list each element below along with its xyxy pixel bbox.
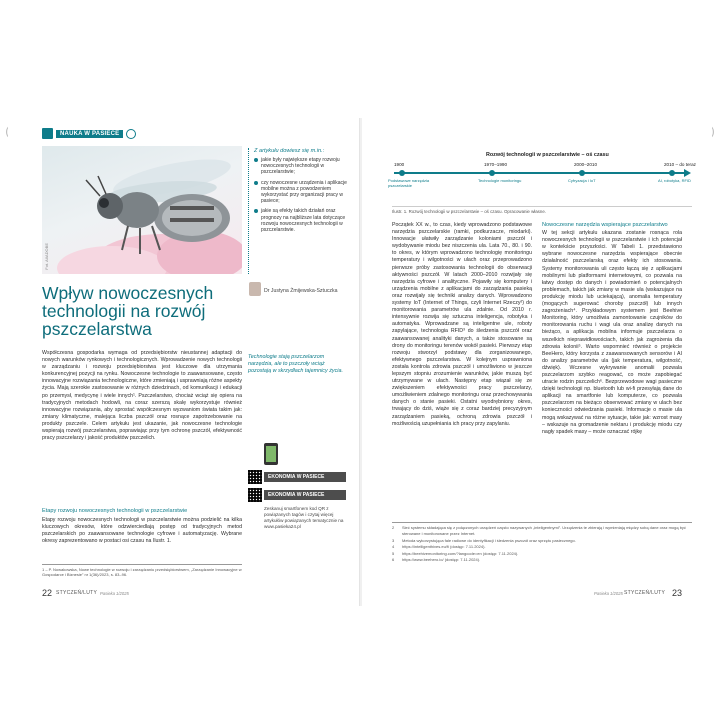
footnote-text: Metoda wykorzystująca fale radiowe do identyfikacji i śledzenia pszczół oraz sprzętu pasiecznego. (402, 537, 576, 543)
phone-screen (266, 446, 276, 462)
qr-code-icon[interactable] (248, 488, 262, 502)
footnote-text: https://intelligenthives.eu/fi (dostęp: 7.11.2024). (402, 544, 486, 550)
article-paragraph: Etapy rozwoju nowoczesnych technologii w pszczelarstwie można podzielić na kilka kluczowych okresów, które odzwierciedlają postęp od tradycyjnych metod pszczelarskich po zaawansowane technologie cyfrowe i automatyzację. Wybrane okresy zaprezentowano w postaci osi czasu na Ilustr. 1. (42, 517, 242, 545)
bee-flower-image (42, 146, 242, 274)
qr-code-icon[interactable] (248, 470, 262, 484)
section-subheading: Nowoczesne narzędzia wspierające pszczelarstwo (542, 222, 668, 228)
article-preview-box (248, 148, 356, 274)
preview-item-text: czy nowoczesne urządzenia i aplikacje mobilne można z powodzeniem wykorzystać przy organizacji pracy w pasiece; (261, 179, 347, 205)
related-tag-button[interactable]: EKONOMIA W PASIECE (264, 472, 346, 482)
footnote-number: 6 (392, 557, 395, 563)
article-title: Wpływ nowoczesnych technologii na rozwój pszczelarstwa (42, 283, 214, 339)
timeline-axis (394, 172, 684, 174)
preview-item-text: jakie były największe etapy rozwoju nowoczesnych technologii w pszczelarstwie; (261, 157, 340, 176)
bullet-icon (254, 181, 258, 185)
image-credit: Fot. AI/ADOBE (44, 243, 49, 270)
issue-runner: STYCZEŃ/LUTY (56, 590, 98, 596)
timeline-label: Technologie monitoringu (478, 178, 522, 183)
footnotes (392, 522, 692, 563)
timeline-year: 2010 – do teraz (664, 162, 696, 167)
timeline-chart (388, 162, 696, 202)
related-tag-button[interactable]: EKONOMIA W PASIECE (264, 490, 346, 500)
timeline-label: AI, robotyka, RFID (658, 178, 691, 183)
footnote-number: 3 (392, 537, 395, 543)
article-lead: Współczesna gospodarka wymaga od przedsiębiorstw nieustannej adaptacji do nowych warunków rynkowych i technologicznych. Wprowadzenie nowych technologii w zarządzaniu i rozwoju przedsiębiorstwa jest kluczowe dla utrzymania konkurencyjnej pozycji na rynku. Nowoczesne technologie to zaawansowane, często innowacyjne rozwiązania technologiczne, które zmieniają i usprawniają różne aspekty życia. Mają szerokie zastosowanie w różnych dziedzinach, od komunikacji i edukacji po przemysł, medycynę i wiele innych¹. Pszczelarstwo, chociaż wciąż się opiera na tradycyjnych metodach hodowli, na coraz szerszą skalę wykorzystuje również innowacyjne rozwiązania, aby sprostać współczesnym wyzwaniom świata takim jak: zmiany klimatyczne, malejąca liczba pszczół oraz rosnące zapotrzebowanie na produkty pszczele. Celem artykułu jest ukazanie, jak nowoczesne technologie wspierają rozwój pszczelarstwa, poprawiając przy tym ochronę pszczół, efektywność pracy pszczelarzy i jakość produktów pszczelich. (42, 350, 242, 442)
timeline-year: 2000–2010 (574, 162, 597, 167)
bullet-icon (254, 209, 258, 213)
timeline-year: 1970–1990 (484, 162, 507, 167)
footnote-text: https://www.beehero.io/ (dostęp: 7.11.2024). (402, 557, 481, 563)
page-number: 22 (42, 588, 53, 598)
robotic-bee-illustration (42, 146, 242, 274)
timeline-point (669, 170, 675, 176)
preview-item (254, 208, 356, 233)
bee-circle-icon (126, 129, 136, 139)
left-page (8, 118, 360, 606)
timeline-label: Podstawowe narzędzia pszczelarskie (388, 178, 430, 188)
magazine-name: Pasieka 1/2025 (594, 591, 623, 596)
preview-item (254, 180, 356, 205)
footnote-number: 2 (392, 525, 395, 530)
figure-caption: Ilustr. 1. Rozwój technologii w pszczelarstwie – oś czasu. Opracowanie własne. (392, 206, 692, 214)
author-avatar (249, 282, 261, 296)
author-name: Dr Justyna Żmijewska-Sztuczka (264, 288, 338, 294)
section-tag (42, 128, 136, 139)
page-number: 23 (672, 588, 683, 598)
footnote-text: https://beehivemonitoring.com/?langcode=en (dostęp: 7.11.2024). (402, 550, 519, 556)
right-page (362, 118, 712, 606)
footnote: 1 – P. Nowakowska, Nowe technologie w rozwoju i zarządzaniu przedsiębiorstwem, „Zarządzanie Innowacyjne w Gospodarce i Biznesie” nr 1(36)/2023, s. 83–96. (42, 564, 242, 577)
preview-item-text: jakie są efekty takich działań oraz prognozy na najbliższe lata dotyczące rozwoju nowoczesnych technologii w pszczelarstwie. (261, 208, 346, 234)
arrow-right-icon (684, 169, 691, 177)
timeline-label: Cyfryzacja i IoT (568, 178, 596, 183)
footnote-number: 4 (392, 544, 395, 550)
pull-quote: Technologie stają pszczelarzom narzędzia, ale to pszczoły wciąż pozostają w skrzydłach tajemnicy życia. (248, 354, 343, 374)
preview-heading: Z artykułu dowiesz się m.in.: (254, 148, 325, 154)
footnote (392, 557, 692, 563)
magazine-name: Pasieka 1/2025 (100, 591, 129, 596)
issue-runner: STYCZEŃ/LUTY (624, 590, 666, 596)
qr-note: Zeskanuj smartfonem kod QR z powiązanych tagów i czytaj więcej artykułów powiązanych tematycznie na www.pasieka24.pl (264, 506, 344, 529)
article-paragraph: W tej sekcji artykułu ukazana zostanie rosnąca rola nowoczesnych technologii w pszczelarstwie i ich potencjał w kontekście przyszłości. W Tabeli 1. przedstawiono wybrane nowoczesne narzędzia wspierające obecnie działalność pszczelarską oraz efekty ich stosowania. Systemy monitorowania uli często łączą się z aplikacjami mobilnymi lub platformami internetowymi, co pozwala na łatwy dostęp do danych i powiadomień o potencjalnych problemach, takich jak zmiany w masie ula (wskazujące na produkcję miodu lub uciekającą), anomalia temperatury (mogących sugerować choroby pszczół) lub innych zagrożeniach⁴. Przykładowym systemem jest Beehive Monitoring, który umożliwia zamontowanie czujników do monitorowania ruchu i wagi ula oraz analizę danych na bieżąco, a aplikacja mobilna informuje pszczelarza o wszelkich nieprawidłowościach, takich jak zagrożenia dla zdrowia kolonii⁵. Warto wspomnieć również o projekcie BeeHero, który korzysta z zaawansowanych sensorów i AI do analizy parametrów ula (jak temperatura, wilgotność, dźwięk). Wczesne wykrywanie anomalii pozwala pszczelarzom szybko reagować, co może zapobiegać utracie rodzin pszczelich⁶. Bezprzewodowe wagi pasieczne dzięki technologii np. bluetooth lub wi-fi przesyłają dane do aplikacji na smartfonie lub komputerze, co pozwala pszczelarzom na bieżąco obserwować zmiany w ulach bez konieczności odwiedzania pasieki. Informacje o masie ula mogą wskazywać na różne sytuacje, takie jak: wzrost masy – wskazuje na gromadzenie nektaru i produkcję miodu czy nagły spadek masy – może oznaczać rójkę (542, 230, 682, 435)
section-subheading: Etapy rozwoju nowoczesnych technologii w pszczelarstwie (42, 508, 188, 514)
bullet-icon (254, 158, 258, 162)
section-tag-label: NAUKA W PASIECE (56, 130, 123, 138)
footnote-text: Sieć systemu składająca się z połączonych urządzeń często nazywanych „inteligentnymi”. Urządzenia te zbierają i wymieniają między sobą dane oraz mogą być sterowane i monitorowane przez Internet. (402, 525, 686, 537)
timeline-point (399, 170, 405, 176)
timeline-point (579, 170, 585, 176)
qr-mini-icon (42, 128, 53, 139)
footnote-number: 5 (392, 550, 395, 556)
timeline-point (489, 170, 495, 176)
preview-item (254, 157, 356, 176)
timeline-title: Rozwój technologii w pszczelarstwie – oś czasu (486, 152, 609, 158)
timeline-year: 1900 (394, 162, 405, 167)
footnote (392, 525, 692, 538)
article-column-right (542, 222, 682, 436)
article-column-left: Początek XX w., to czas, kiedy wprowadzono podstawowe narzędzia pszczelarskie (ramki, podkurzacze, miodarki). Innowacje ułatwiły zarządzanie koloniami pszczół i wydobywanie miodu bez niszczenia ula. Lata 70., 80. i 90. to okres, w którym wprowadzono technologię monitoringu temperatury i wilgotności w ulach oraz przeprowadzono pierwsze próby zastosowania technologii do obserwacji aktywności pszczół. W latach 2000–2010 rozwijały się narzędzia cyfrowe i analityczne. Pojawiły się komputery i urządzenia mobilne z aplikacjami do zarządzania pasieką oraz rozwijały się techniki analizy danych. Wprowadzono systemy IoT (Internet of Things, czyli Internet Rzeczy²) do monitorowania parametrów ula zdalnie. Od 2010 r. intensywnie rozwija się sztuczna inteligencja, robotyka i automatyka. Wprowadzane są inteligentne ule, roboty zapylające, technologia RFID³ do śledzenia pszczół oraz zaawansowanej analityki danych, a także stosowane są drony do monitoringu terenów wokół pasieki. Pierwszy etap rozwoju stworzył podstawy dla zorganizowanego, efektywnego pszczelarstwa. W kolejnym usprawniona została kontrola zdrowia pszczół i umożliwiono w jeszcze lepszym stopniu zrozumienie warunków, jakie muszą być utrzymywane w ulach. Następny etap wiązał się ze zwiększeniem efektywności pracy pszczelarzy, umożliwieniem zdalnego monitoringu oraz przechowywania danych o stanie pasieki. Ostatni wyodrębniony okres, trwający do dziś, wiąże się z coraz bardziej precyzyjnym zarządzaniem pasieką, ochroną zdrowia pszczół i możliwością uzupełniania ich pracy przy zapylaniu. (392, 222, 532, 427)
